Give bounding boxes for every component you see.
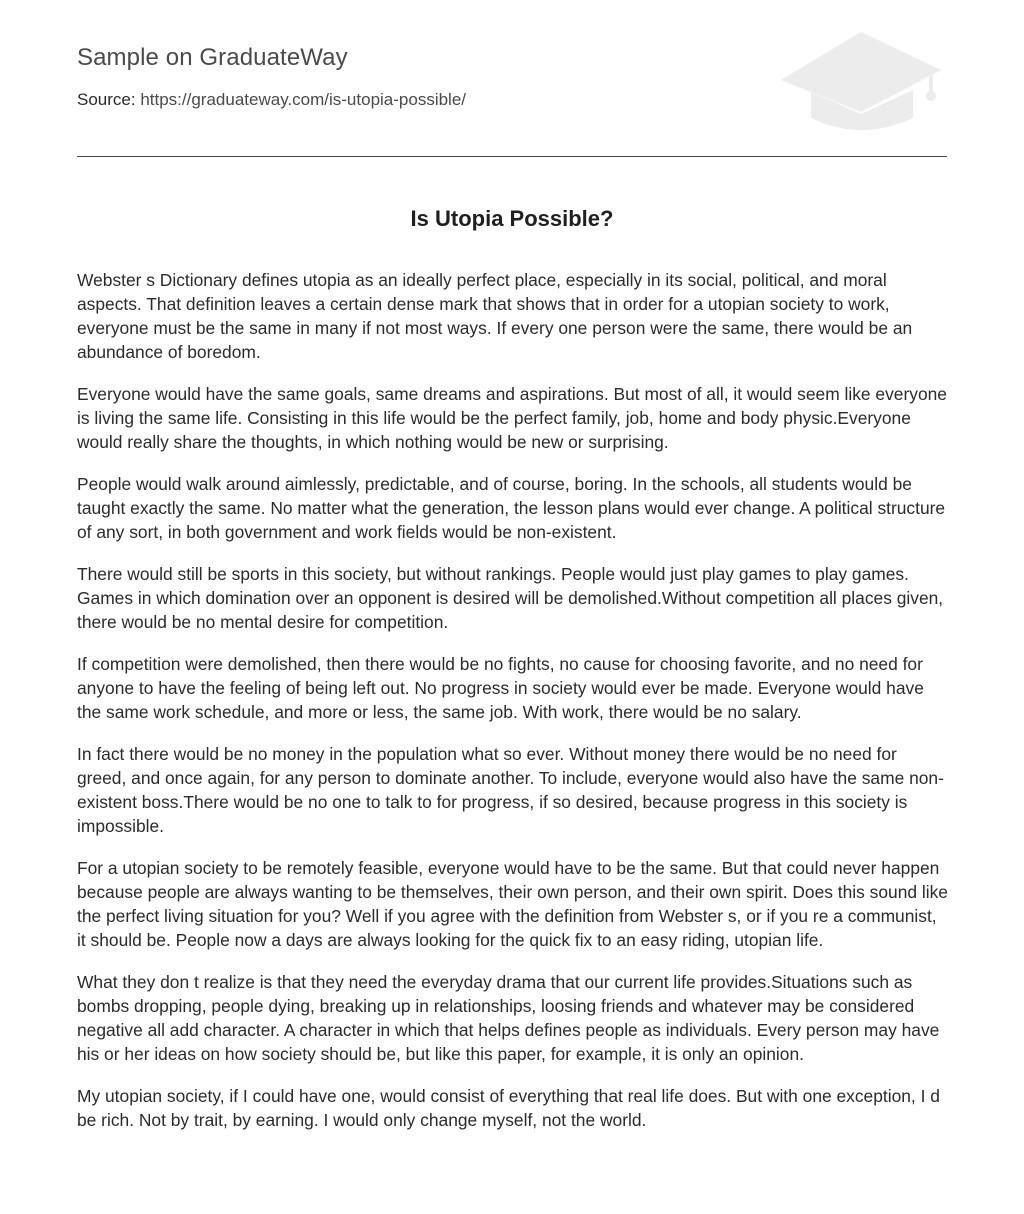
source-link[interactable]: https://graduateway.com/is-utopia-possible/	[140, 90, 467, 109]
paragraph: Everyone would have the same goals, same dreams and aspirations. But most of all, it would seem like everyone is living the same life. Consisting in this life would be the perfect family, job, home and body physic.Everyone would really share the thoughts, in which nothing would be new or surprising.	[77, 384, 947, 452]
source-label: Source:	[77, 90, 136, 109]
paragraph: There would still be sports in this society, but without rankings. People would just play games to play games. Games in which domination over an opponent is desired will be demolished.Without competition all places given, there would be no mental desire for competition.	[77, 564, 944, 632]
source-line	[77, 90, 466, 110]
paragraph: What they don t realize is that they need the everyday drama that our current life provides.Situations such as bombs dropping, people dying, breaking up in relationships, loosing friends and whatever may be considered negative all add character. A character in which that helps defines people as individuals. Every person may have his or her ideas on how society should be, but like this paper, for example, it is only an opinion.	[77, 972, 940, 1064]
article-title: Is Utopia Possible?	[410, 206, 614, 231]
graduation-cap-icon	[779, 30, 947, 134]
paragraph: For a utopian society to be remotely feasible, everyone would have to be the same. But that could never happen because people are always wanting to be themselves, their own person, and their own spirit. Does this sound like the perfect living situation for you? Well if you agree with the definition from Webster s, or if you re a communist, it should be. People now a days are always looking for the quick fix to an easy riding, utopian life.	[77, 858, 948, 950]
page-header	[77, 0, 947, 157]
paragraph: If competition were demolished, then there would be no fights, no cause for choosing favorite, and no need for anyone to have the feeling of being left out. No progress in society would ever be made. Everyone would have the same work schedule, and more or less, the same job. With work, there would be no salary.	[77, 654, 924, 722]
paragraph: My utopian society, if I could have one, would consist of everything that real life does. But with one exception, I d be rich. Not by trait, by earning. I would only change myself, not the world.	[77, 1086, 940, 1130]
paragraph: In fact there would be no money in the population what so ever. Without money there would be no need for greed, and once again, for any person to dominate another. To include, everyone would also have the same non-existent boss.There would be no one to talk to for progress, if so desired, because progress in this society is impossible.	[77, 744, 944, 836]
site-title: Sample on GraduateWay	[77, 44, 348, 71]
article-body	[77, 268, 949, 1150]
paragraph: Webster s Dictionary defines utopia as an ideally perfect place, especially in its social, political, and moral aspects. That definition leaves a certain dense mark that shows that in order for a utopian society to work, everyone must be the same in many if not most ways. If every one person were the same, there would be an abundance of boredom.	[77, 270, 913, 362]
paragraph: People would walk around aimlessly, predictable, and of course, boring. In the schools, all students would be taught exactly the same. No matter what the generation, the lesson plans would ever change. A political structure of any sort, in both government and work fields would be non-existent.	[77, 474, 946, 542]
